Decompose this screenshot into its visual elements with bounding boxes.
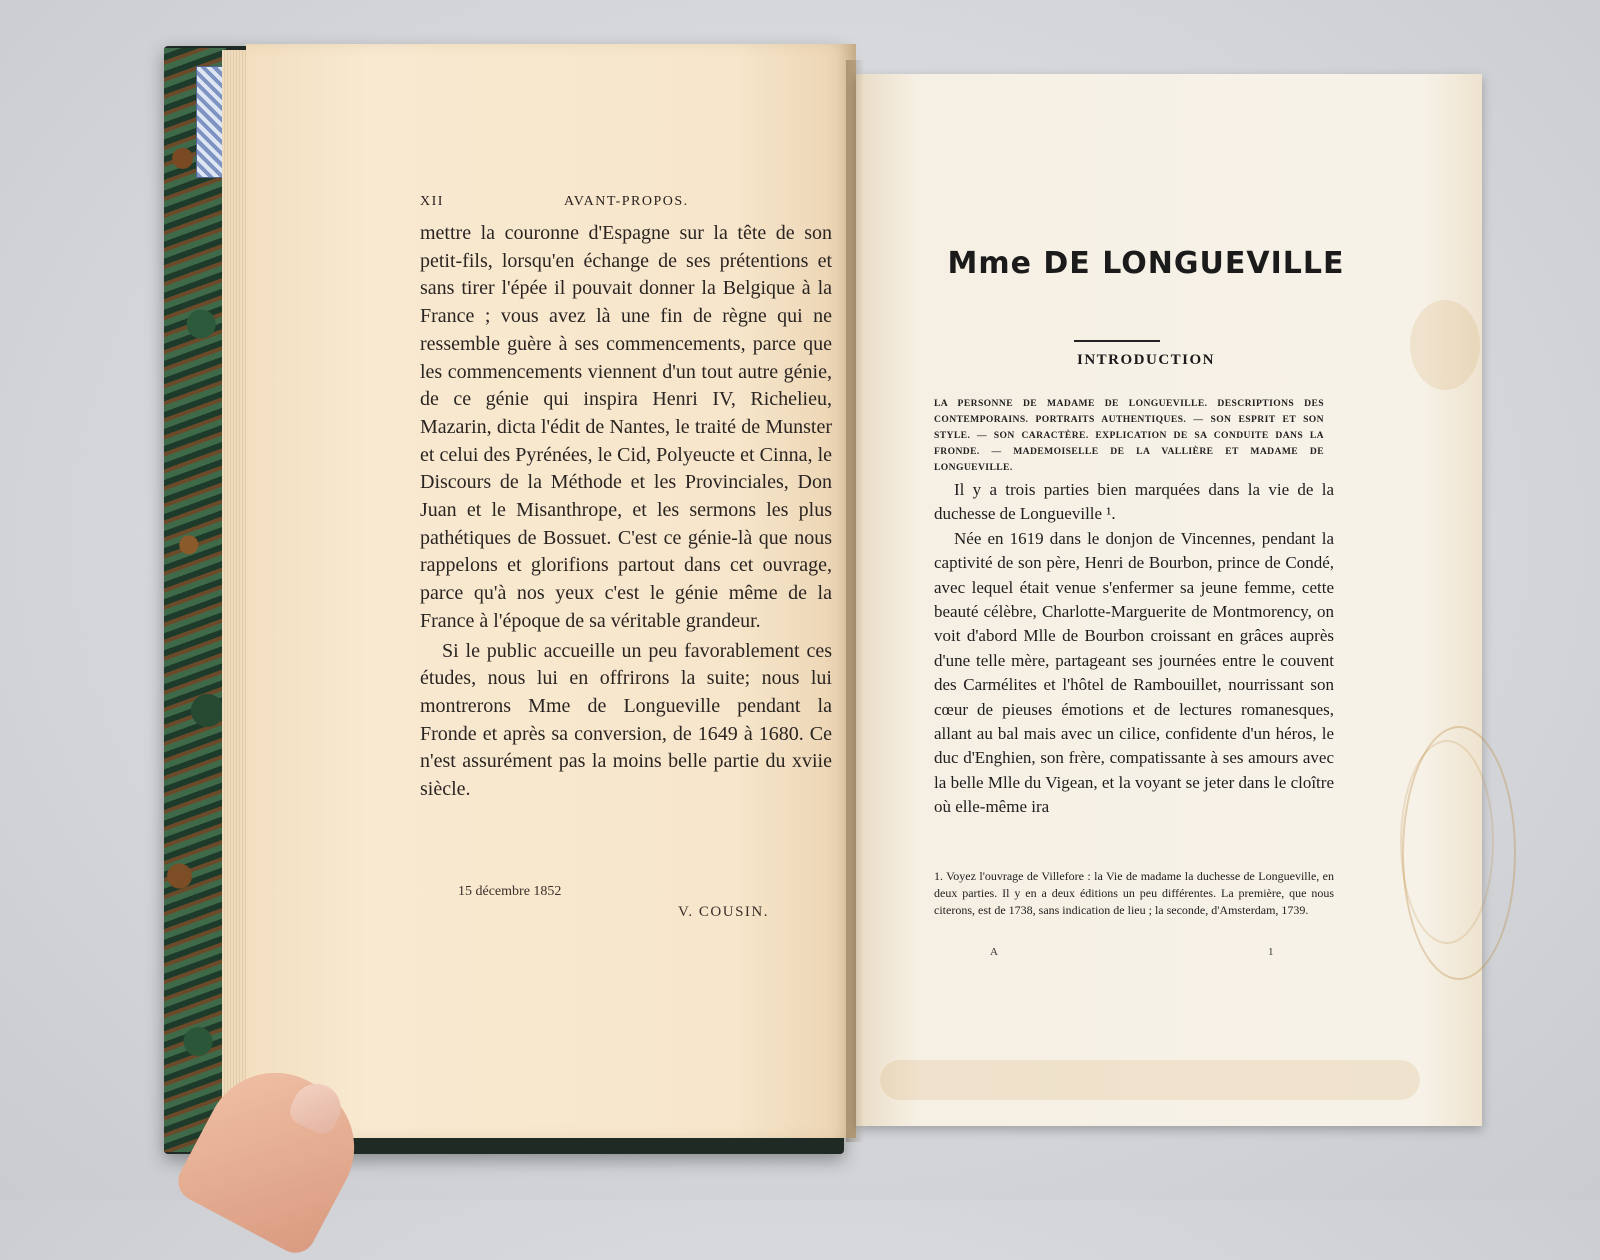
chapter-summary: LA PERSONNE DE MADAME DE LONGUEVILLE. DESCRIPTIONS DES CONTEMPORAINS. PORTRAITS AUTHENTIQUES. — SON ESPRIT ET SON STYLE. — SON CARACTÈRE. EXPLICATION DE SA CONDUITE DANS LA FRONDE. — MADEMOISELLE DE LA VALLIÈRE ET MADAME DE LONGUEVILLE.: [934, 398, 1324, 473]
left-page-body: [420, 220, 832, 804]
chapter-title: Mme DE LONGUEVILLE: [947, 246, 1345, 281]
paragraph: Il y a trois parties bien marquées dans la vie de la duchesse de Longueville ¹.: [934, 480, 1334, 524]
right-page-body: [934, 478, 1334, 820]
paragraph: mettre la couronne d'Espagne sur la tête de son petit-fils, lorsqu'en échange de ses prétentions et sans tirer l'épée il pouvait donner la Belgique à la France ; vous avez là une fin de règne qui ne ressemble guère à ses commencements, parce que les commencements viennent d'un tout autre génie, de ce génie qui inspira Henri IV, Richelieu, Mazarin, dicta l'édit de Nantes, le traité de Munster et celui des Pyrénées, le Cid, Polyeucte et Cinna, le Discours de la Méthode et les Provinciales, Don Juan et le Misanthrope, et les sermons les plus pathétiques de Bossuet. C'est ce génie-là que nous rappelons et glorifions partout dans cet ouvrage, parce qu'à nos yeux c'est le génie même de la France à l'époque de sa véritable grandeur.: [420, 222, 832, 632]
page-edges: [222, 50, 248, 1150]
title-rule: [1074, 340, 1160, 342]
paragraph: Née en 1619 dans le donjon de Vincennes, pendant la captivité de son père, Henri de Bourbon, prince de Condé, avec lequel était venue s'enfermer sa jeune femme, cette beauté célèbre, Charlotte-Marguerite de Montmorency, on voit d'abord Mlle de Bourbon croissant en grâces auprès d'une telle mère, partageant ses journées entre le couvent des Carmélites et l'hôtel de Rambouillet, nourrissant son cœur de pieuses émotions et de lectures romanesques, allant au bal mais avec un cilice, confidente d'un héros, le duc d'Enghien, son frère, compatissante à ses amours avec la belle Mlle du Vigean, et la voyant se jeter dans le cloître où elle-même ira: [934, 528, 1334, 817]
signature-mark: A: [990, 946, 998, 958]
foxing-spot: [1410, 300, 1480, 390]
preface-date: 15 décembre 1852: [458, 884, 562, 899]
section-heading: INTRODUCTION: [1076, 352, 1215, 368]
paragraph: Si le public accueille un peu favorablement ces études, nous lui en offrirons la suite; nous lui montrerons Mme de Longueville pendant la Fronde et après sa conversion, de 1649 à 1680. Ce n'est assurément pas la moins belle partie du xviie siècle.: [420, 639, 832, 801]
signature-number: 1: [1268, 946, 1274, 958]
book-gutter: [846, 60, 864, 1142]
foxing-spot: [880, 1060, 1420, 1100]
marbled-endpaper: [164, 48, 226, 1152]
running-title: AVANT-PROPOS.: [564, 194, 689, 209]
footnote: 1. Voyez l'ouvrage de Villefore : la Vie de madame la duchesse de Longueville, en deux parties. Il y en a deux éditions un peu différentes. La première, que nous citerons, est de 1738, sans indication de lieu ; la seconde, d'Amsterdam, 1739.: [934, 869, 1334, 917]
author-signature: V. COUSIN.: [678, 904, 769, 920]
left-page-header: [420, 194, 832, 214]
page-number: XII: [420, 194, 444, 209]
water-stain: [1400, 740, 1494, 944]
